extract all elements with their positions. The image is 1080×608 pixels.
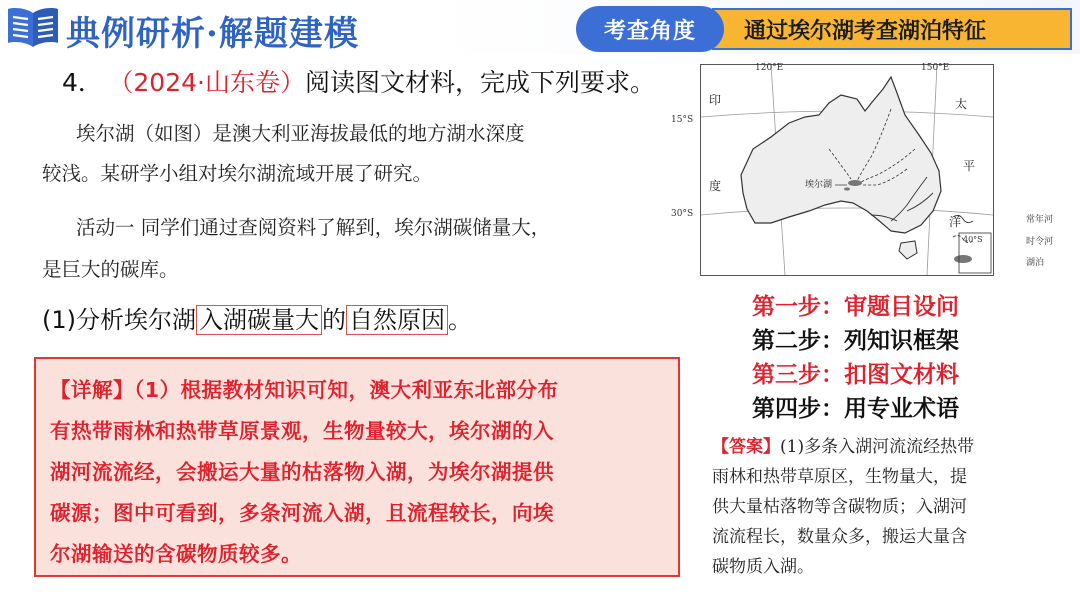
topic-banner: 通过埃尔湖考查湖泊特征	[712, 8, 1072, 50]
legend-lake: 湖泊	[1026, 258, 1045, 268]
ocean-label-ping: 平	[963, 159, 976, 173]
detail-explanation-box	[34, 357, 680, 577]
material-line-1: 埃尔湖（如图）是澳大利亚海拔最低的地方湖水深度	[76, 122, 525, 145]
lat-label-40: 40°S	[963, 235, 983, 244]
detail-line-5: 尔湖输送的含碳物质较多。	[50, 542, 302, 566]
angle-badge: 考查角度	[576, 6, 724, 52]
step-2: 第二步：列知识框架	[752, 328, 959, 354]
question-source: （2024·山东卷）	[120, 68, 305, 97]
sub-question	[42, 300, 472, 335]
open-book-icon	[6, 5, 60, 49]
lat-label-30: 30°S	[671, 209, 694, 219]
australia-map	[671, 63, 994, 276]
question-instruction: 阅读图文材料，完成下列要求。	[304, 68, 655, 97]
step-4: 第四步：用专业术语	[752, 396, 959, 422]
sub-question-middle: 的	[322, 306, 346, 334]
sub-question-prefix: (1)分析埃尔湖	[42, 306, 196, 334]
ocean-label-tai: 太	[955, 97, 968, 111]
lon-label-150: 150°E	[921, 63, 950, 73]
solving-steps	[752, 290, 959, 426]
answer-line-2: 雨林和热带草原区，生物量大，提	[712, 467, 967, 487]
highlight-carbon-amount: 入湖碳量大	[196, 305, 322, 335]
lake-eyre-shape	[848, 180, 862, 186]
lon-label-120: 120°E	[755, 63, 784, 73]
answer-line-3: 供大量枯落物等含碳物质；入湖河	[712, 497, 967, 517]
detail-line-3: 湖河流流经，会搬运大量的枯落物入湖，为埃尔湖提供	[50, 460, 554, 484]
detail-line-1: 【详解】（1）根据教材知识可知，澳大利亚东北部分布	[50, 378, 559, 402]
sub-question-suffix: 。	[448, 306, 472, 334]
ocean-label-du: 度	[709, 179, 722, 193]
ocean-label-yin: 印	[709, 93, 722, 107]
answer-line-1: (1)多条入湖河流流经热带	[780, 437, 975, 457]
map-svg	[701, 65, 993, 275]
question-number: 4．	[62, 68, 103, 97]
step-1: 第一步：审题目设问	[752, 294, 959, 320]
answer-block	[712, 432, 1062, 582]
page-title: 典例研析·解题建模	[66, 14, 359, 54]
highlight-natural-reason: 自然原因	[346, 305, 448, 335]
answer-line-4: 流流程长，数量众多，搬运大量含	[712, 527, 967, 547]
answer-line-5: 碳物质入湖。	[712, 557, 814, 577]
material-line-4: 是巨大的碳库。	[42, 258, 179, 281]
legend-seasonal-river: 时令河	[1026, 237, 1054, 247]
ocean-label-yang: 洋	[949, 215, 962, 229]
legend-perennial-river: 常年河	[1026, 215, 1054, 225]
material-line-2: 较浅。某研学小组对埃尔湖流域开展了研究。	[42, 162, 433, 185]
detail-line-2: 有热带雨林和热带草原景观，生物量较大，埃尔湖的入	[50, 419, 554, 443]
step-3: 第三步：扣图文材料	[752, 362, 959, 388]
lake-eyre-label: 埃尔湖	[805, 180, 833, 190]
question-line	[62, 63, 655, 99]
material-line-3: 活动一 同学们通过查阅资料了解到，埃尔湖碳储量大，	[76, 216, 551, 239]
tasmania-landmass	[899, 241, 917, 259]
lat-label-15: 15°S	[671, 115, 694, 125]
answer-tag: 【答案】	[712, 437, 780, 457]
detail-line-4: 碳源；图中可看到，多条河流入湖，且流程较长，向埃	[50, 501, 554, 525]
